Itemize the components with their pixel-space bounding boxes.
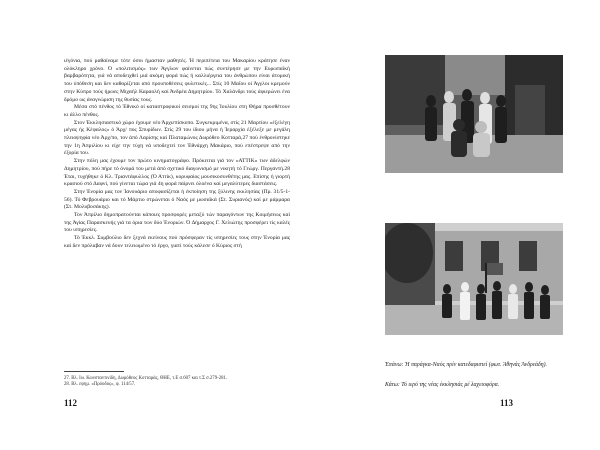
paragraph-6: Τον Άπρίλιο δημοπρατούνται κάποιες προσφορές μεταξύ τών παραγόντων της Κοιμήσεως καί της Άγίας Παρασκευής γιά τα όρια των δύο Ένοριών. Ό Δήμαρχος Γ. Χελιώτης προσφέρει τίς καλές του υπηρεσίες. — [64, 212, 290, 234]
footnote-27: 27. Βλ. Ιω. Κωνσταντινίδη, Δωρόθεος Κοτταράς, ΘΗΕ, τ.Ε σ.607 και τ.Σ σ.279-281. — [64, 376, 228, 381]
footnote-28: 28. Βλ. εφημ. «Πρόοδος», φ. 114/57. — [64, 382, 136, 388]
body-text — [64, 58, 290, 251]
page-number-right: 113 — [500, 398, 514, 408]
paragraph-2: Μέσα στό πένθος τό Έθνικό οί καταστροφικοί σεισμοί της 9ης Ίουλίου στη Θήρα προσθέτουν κι άλλο πένθος. — [64, 104, 290, 118]
photo-church-hut — [385, 55, 563, 173]
caption-top: Έπάνω: Ή παράγκα-Ναός πρίν κατεδαφιστεί (φωτ. Άθηνάς Άνδρεάδη). — [385, 362, 547, 368]
paragraph-1: ιέγόνια, πού μαθαίναμε τότε όσοι ήμασταν μαθητές. Ή περιπέτεια του Μακαρίου κράτησε έναν ολόκληρο χρόνο. Ό «πολιτισμός» των Άγγλων φαίνεται πώς συντέρησε με την Ευρωπαϊκή βαρβαρότητα, γιά νά αποδειχθεί μιά ακόμη φορά πώς ή καλλιέργεια του άνθρώπου είναι άτομική του ύπόθεση και δεν καθορίζεται από προυποθέσεις φυλετικές... Στίς 10 Μαΐου οί Άγγλοι κρεμούν στην Κύπρο τούς ήρωες Μιχαήλ Καραολή καί Άνδρέα Δημητρίου. Τό Χαλάνδρι τούς άφιερώνει ένα δρόμο ως άναγνώριση της θυσίας τους. — [64, 58, 290, 103]
page-number-left: 112 — [64, 398, 78, 408]
paragraph-5: Στην Ένορία μας τον Ίανουάριο αποφασίζεται ή έκποίηση της ξύλινης εκκλησίας (Πρ. 31/5-1-56). Τό Φεβρουάριο και τό Μάρτιο στρώνεται ό Ναός με μωσαϊκά (Στ. Συριανός) καί με μάρμαρα (Στ. Μολυβοσάκης). — [64, 188, 290, 211]
right-page — [300, 0, 600, 450]
paragraph-4: Στην πόλη μας έχουμε τον πρώτο κινηματογράφο. Πρόκειται γιά τον «ΑΤΤΙΚ» των άδελφών Δημητρίου, πού πήρε τό όνομά του μετά άπό σχετικό διαγωνισμό με νικητή τό Γεώργ. Περγαντή.28 Έται, τυχήθηκε ό Κλ. Τριαντάφυλλος (Ό Αττίκ), κορυφαίος μουσικοσυνθέτης μας. Επίσης ή γιορτή κρασιού στό Δαφνί, πού γίνεται τώρα γιά 4η φορά παίρνει όλοένα καί μεγαλύτερες διαστάσεις. — [64, 158, 290, 188]
caption-bottom: Κάτω: Τό ιερό της νέας έκκλησιάς μέ λαχειοφόρα. — [385, 382, 500, 388]
paragraph-3: Στον Έκκλησιαστικό χώρο έχουμε νέο Άρχιεπίσκοπο. Συγκεκριμένα, στίς 21 Μαρτίου «έξελέγη μέγας ής Κέφαλος» ό Άρχ/ πος Σπυρίδων. Στίς 29 του ίδιου μήνα ή Ίεραρχία έξέλεξε με μεγάλη πλειοψηφία νέο Άρχ/πο, τον άπό Λαρίσης καί Πλαταμώνος Δωρόθεο Κοτταρά,27 πού ένθρονίστηκε την 1η Άπριλίου κι είχε την τύχη νά υποδεχτεί τον Έθνάρχη Μακάριο, πού επέστρεψε από την έξορία του. — [64, 119, 290, 157]
photo-new-church-procession — [385, 223, 563, 335]
paragraph-7: Τό Έκκλ. Συμβούλιο δεν ξεχνά εκείνους πού πρόσφεραν τίς υπηρεσίες τους στην Ένορία μας καί δεν πρόλαβαν νά δουν τελειωμένο τό έργο, γιατί τούς κάλεσε ό Κύριος στή — [64, 235, 290, 249]
footnotes — [64, 376, 290, 389]
footnote-divider — [64, 371, 124, 372]
